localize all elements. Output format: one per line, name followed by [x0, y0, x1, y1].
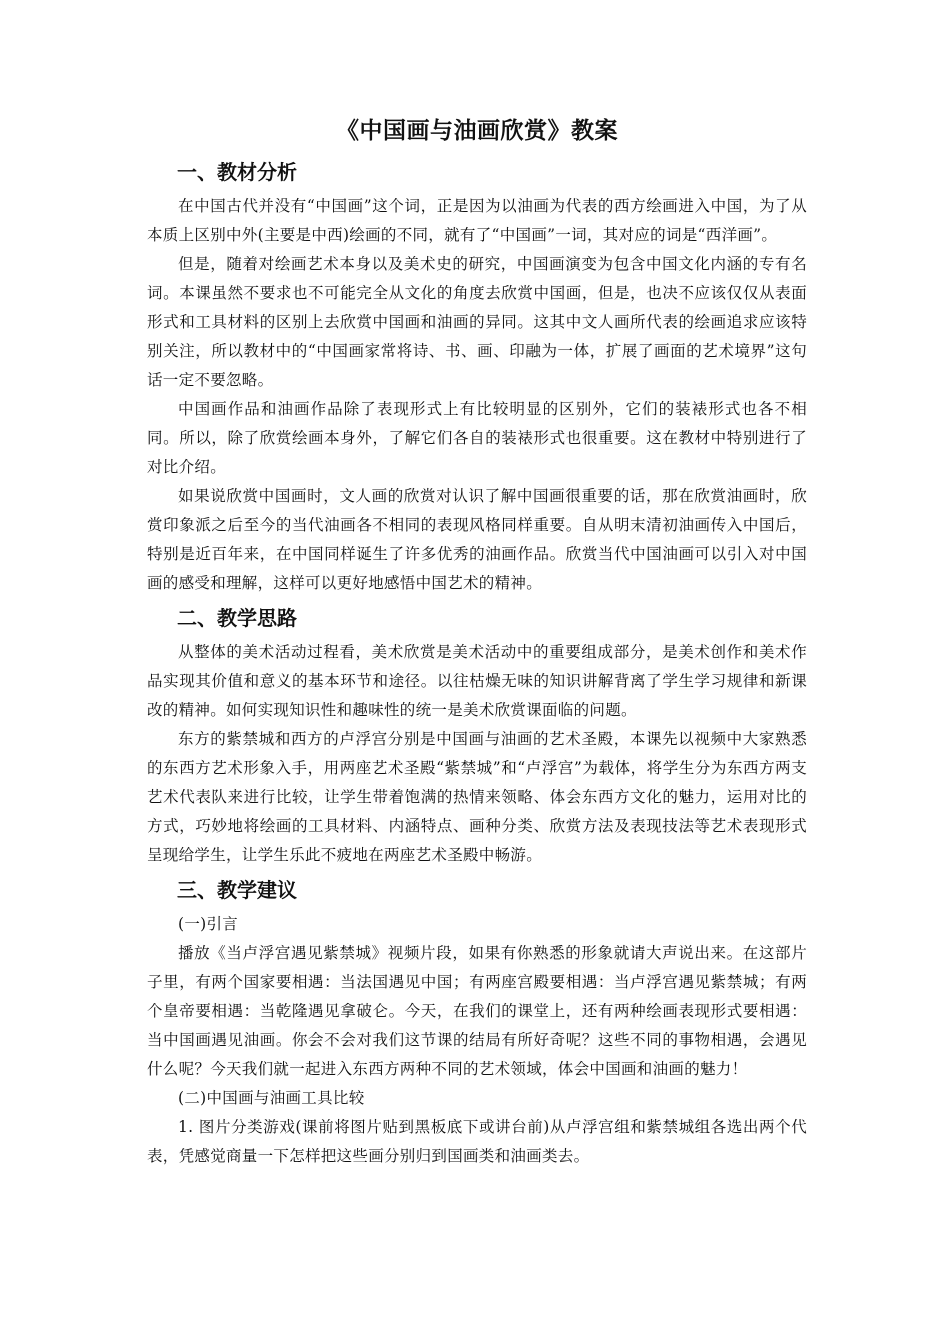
- document-title: 《中国画与油画欣赏》教案: [336, 118, 618, 144]
- subsection-heading-tool-comparison: (二)中国画与油画工具比较: [178, 1089, 365, 1107]
- paragraph: 从整体的美术活动过程看，美术欣赏是美术活动中的重要组成部分，是美术创作和美术作品实现其价值和意义的基本环节和途径。以往枯燥无味的知识讲解背离了学生学习规律和新课改的精神。如何实现知识性和趣味性的统一是美术欣赏课面临的问题。: [147, 643, 807, 719]
- section-heading-textbook-analysis: 一、教材分析: [177, 160, 297, 184]
- paragraph: 播放《当卢浮宫遇见紫禁城》视频片段，如果有你熟悉的形象就请大声说出来。在这部片子里，有两个国家要相遇：当法国遇见中国；有两座宫殿要相遇：当卢浮宫遇见紫禁城；有两个皇帝要相遇：当乾隆遇见拿破仑。今天，在我们的课堂上，还有两种绘画表现形式要相遇：当中国画遇见油画。你会不会对我们这节课的结局有所好奇呢？这些不同的事物相遇，会遇见什么呢？今天我们就一起进入东西方两种不同的艺术领域，体会中国画和油画的魅力！: [147, 944, 807, 1078]
- paragraph: 如果说欣赏中国画时，文人画的欣赏对认识了解中国画很重要的话，那在欣赏油画时，欣赏印象派之后至今的当代油画各不相同的表现风格同样重要。自从明末清初油画传入中国后，特别是近百年来，在中国同样诞生了许多优秀的油画作品。欣赏当代中国油画可以引入对中国画的感受和理解，这样可以更好地感悟中国艺术的精神。: [147, 487, 807, 592]
- document-page: [147, 114, 807, 1171]
- paragraph: 中国画作品和油画作品除了表现形式上有比较明显的区别外，它们的装裱形式也各不相同。所以，除了欣赏绘画本身外，了解它们各自的装裱形式也很重要。这在教材中特别进行了对比介绍。: [147, 400, 807, 476]
- paragraph: 但是，随着对绘画艺术本身以及美术史的研究，中国画演变为包含中国文化内涵的专有名词。本课虽然不要求也不可能完全从文化的角度去欣赏中国画，但是，也决不应该仅仅从表面形式和工具材料的区别上去欣赏中国画和油画的异同。这其中文人画所代表的绘画追求应该特别关注，所以教材中的“中国画家常将诗、书、画、印融为一体，扩展了画面的艺术境界”这句话一定不要忽略。: [147, 255, 807, 389]
- paragraph: 1. 图片分类游戏(课前将图片贴到黑板底下或讲台前)从卢浮宫组和紫禁城组各选出两个代表，凭感觉商量一下怎样把这些画分别归到国画类和油画类去。: [147, 1118, 807, 1165]
- paragraph: 在中国古代并没有“中国画”这个词，正是因为以油画为代表的西方绘画进入中国，为了从本质上区别中外(主要是中西)绘画的不同，就有了“中国画”一词，其对应的词是“西洋画”。: [147, 197, 807, 244]
- paragraph: 东方的紫禁城和西方的卢浮宫分别是中国画与油画的艺术圣殿，本课先以视频中大家熟悉的东西方艺术形象入手，用两座艺术圣殿“紫禁城”和“卢浮宫”为载体，将学生分为东西方两支艺术代表队来进行比较，让学生带着饱满的热情来领略、体会东西方文化的魅力，运用对比的方式，巧妙地将绘画的工具材料、内涵特点、画种分类、欣赏方法及表现技法等艺术表现形式呈现给学生，让学生乐此不疲地在两座艺术圣殿中畅游。: [147, 730, 807, 864]
- subsection-heading-introduction: (一)引言: [178, 915, 239, 933]
- section-heading-teaching-approach: 二、教学思路: [177, 606, 297, 630]
- section-heading-teaching-suggestions: 三、教学建议: [177, 878, 297, 902]
